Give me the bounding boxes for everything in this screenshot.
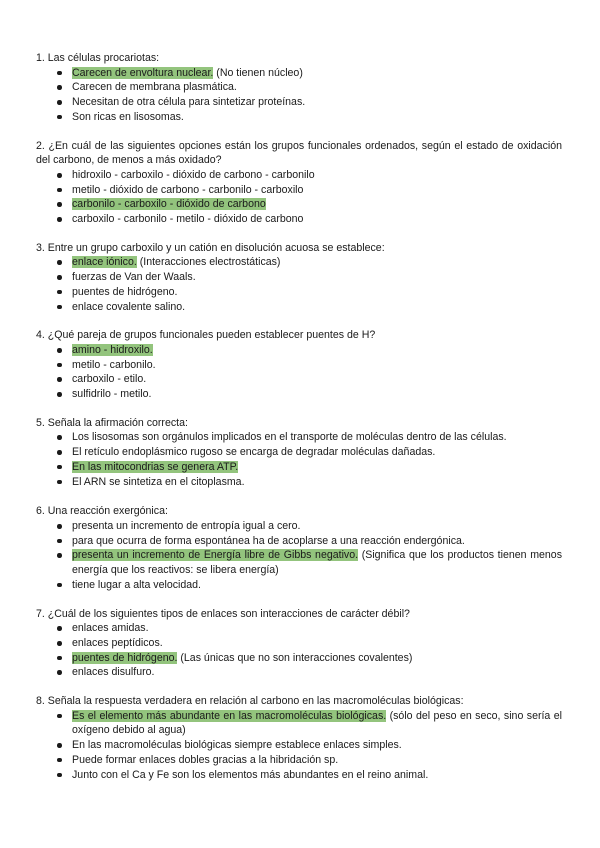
- option-text: enlaces amidas.: [72, 622, 149, 635]
- highlighted-answer: En las mitocondrias se genera ATP.: [72, 460, 239, 473]
- option-item: [36, 372, 562, 387]
- option-item: [36, 534, 562, 549]
- option-text: Puede formar enlaces dobles gracias a la hibridación sp.: [72, 753, 339, 766]
- question-text: 6. Una reacción exergónica:: [36, 505, 168, 518]
- question-text: 4. ¿Qué pareja de grupos funcionales pueden establecer puentes de H?: [36, 329, 376, 342]
- option-item: [36, 753, 562, 768]
- option-item: [36, 197, 562, 212]
- option-item: [36, 255, 562, 270]
- option-item: [36, 738, 562, 753]
- highlighted-answer: amino - hidroxilo.: [72, 343, 153, 356]
- option-item: [36, 621, 562, 636]
- option-text: El ARN se sintetiza en el citoplasma.: [72, 475, 245, 488]
- option-item: [36, 300, 562, 315]
- option-item: [36, 168, 562, 183]
- option-text: sulfidrilo - metilo.: [72, 388, 152, 401]
- question-text: 8. Señala la respuesta verdadera en relación al carbono en las macromoléculas biológicas:: [36, 695, 464, 708]
- option-item: [36, 343, 562, 358]
- option-note: (Las únicas que no son interacciones covalentes): [177, 651, 413, 664]
- highlighted-answer: Carecen de envoltura nuclear.: [72, 66, 214, 79]
- question-3: [36, 241, 562, 315]
- option-item: [36, 387, 562, 402]
- options-list: [36, 66, 562, 125]
- option-item: [36, 768, 562, 783]
- options-list: [36, 519, 562, 593]
- option-text: Necesitan de otra célula para sintetizar proteínas.: [72, 96, 306, 109]
- question-5: [36, 416, 562, 490]
- question-text: 1. Las células procariotas:: [36, 52, 160, 64]
- option-note: (Interacciones electrostáticas): [136, 256, 281, 269]
- option-item: [36, 358, 562, 373]
- option-item: [36, 270, 562, 285]
- option-text: hidroxilo - carboxilo - dióxido de carbono - carbonilo: [72, 168, 315, 181]
- option-text: Junto con el Ca y Fe son los elementos más abundantes en el reino animal.: [72, 768, 429, 781]
- options-list: [36, 255, 562, 314]
- option-item: [36, 110, 562, 125]
- option-item: [36, 475, 562, 490]
- highlighted-answer: Es el elemento más abundante en las macromoléculas biológicas.: [72, 709, 387, 722]
- question-text: 5. Señala la afirmación correcta:: [36, 416, 188, 429]
- option-text: En las macromoléculas biológicas siempre establece enlaces simples.: [72, 739, 402, 752]
- option-item: [36, 66, 562, 81]
- question-2: [36, 139, 562, 227]
- options-list: [36, 430, 562, 489]
- options-list: [36, 709, 562, 783]
- option-text: para que ocurra de forma espontánea ha de acoplarse a una reacción endergónica.: [72, 534, 465, 547]
- option-text: enlace covalente salino.: [72, 300, 186, 313]
- option-text: Son ricas en lisosomas.: [72, 110, 184, 123]
- option-item: [36, 285, 562, 300]
- question-text: 2. ¿En cuál de las siguientes opciones están los grupos funcionales ordenados, según el estado de oxidación del carbono, de menos a más oxidado?: [36, 139, 562, 167]
- option-text: fuerzas de Van der Waals.: [72, 271, 196, 284]
- option-item: [36, 651, 562, 666]
- option-item: [36, 519, 562, 534]
- option-item: [36, 212, 562, 227]
- option-item: [36, 460, 562, 475]
- highlighted-answer: enlace iónico.: [72, 256, 137, 269]
- option-item: [36, 80, 562, 95]
- question-8: [36, 694, 562, 782]
- option-text: enlaces peptídicos.: [72, 636, 163, 649]
- option-text: El retículo endoplásmico rugoso se encarga de degradar moléculas dañadas.: [72, 446, 436, 459]
- question-text: 3. Entre un grupo carboxilo y un catión en disolución acuosa se establece:: [36, 241, 385, 254]
- options-list: [36, 343, 562, 402]
- option-note: (sólo del peso en seco, sino sería el oxígeno debido al agua): [72, 709, 562, 737]
- option-text: Los lisosomas son orgánulos implicados en el transporte de moléculas dentro de las células.: [72, 431, 507, 444]
- option-text: enlaces disulfuro.: [72, 666, 155, 679]
- options-list: [36, 621, 562, 680]
- option-item: [36, 183, 562, 198]
- highlighted-answer: carbonilo - carboxilo - dióxido de carbono: [72, 198, 266, 211]
- option-text: presenta un incremento de entropía igual a cero.: [72, 519, 301, 532]
- highlighted-answer: puentes de hidrógeno.: [72, 651, 178, 664]
- option-text: puentes de hidrógeno.: [72, 285, 178, 298]
- option-item: [36, 636, 562, 651]
- option-item: [36, 548, 562, 577]
- option-item: [36, 709, 562, 738]
- option-text: Carecen de membrana plasmática.: [72, 81, 237, 94]
- option-note: (No tienen núcleo): [213, 66, 303, 79]
- option-text: metilo - carbonilo.: [72, 358, 156, 371]
- option-item: [36, 578, 562, 593]
- option-text: metilo - dióxido de carbono - carbonilo - carboxilo: [72, 183, 304, 196]
- question-6: [36, 504, 562, 592]
- highlighted-answer: presenta un incremento de Energía libre de Gibbs negativo.: [72, 549, 359, 562]
- option-text: carboxilo - etilo.: [72, 373, 147, 386]
- option-item: [36, 445, 562, 460]
- question-1: [36, 51, 562, 125]
- option-note: (Significa que los productos tienen menos energía que los reactivos: se libera energía): [72, 549, 562, 577]
- option-text: carboxilo - carbonilo - metilo - dióxido de carbono: [72, 213, 304, 226]
- option-text: tiene lugar a alta velocidad.: [72, 578, 201, 591]
- option-item: [36, 95, 562, 110]
- question-text: 7. ¿Cuál de los siguientes tipos de enlaces son interacciones de carácter débil?: [36, 607, 410, 620]
- option-item: [36, 430, 562, 445]
- option-item: [36, 665, 562, 680]
- question-4: [36, 328, 562, 402]
- question-7: [36, 607, 562, 681]
- options-list: [36, 168, 562, 227]
